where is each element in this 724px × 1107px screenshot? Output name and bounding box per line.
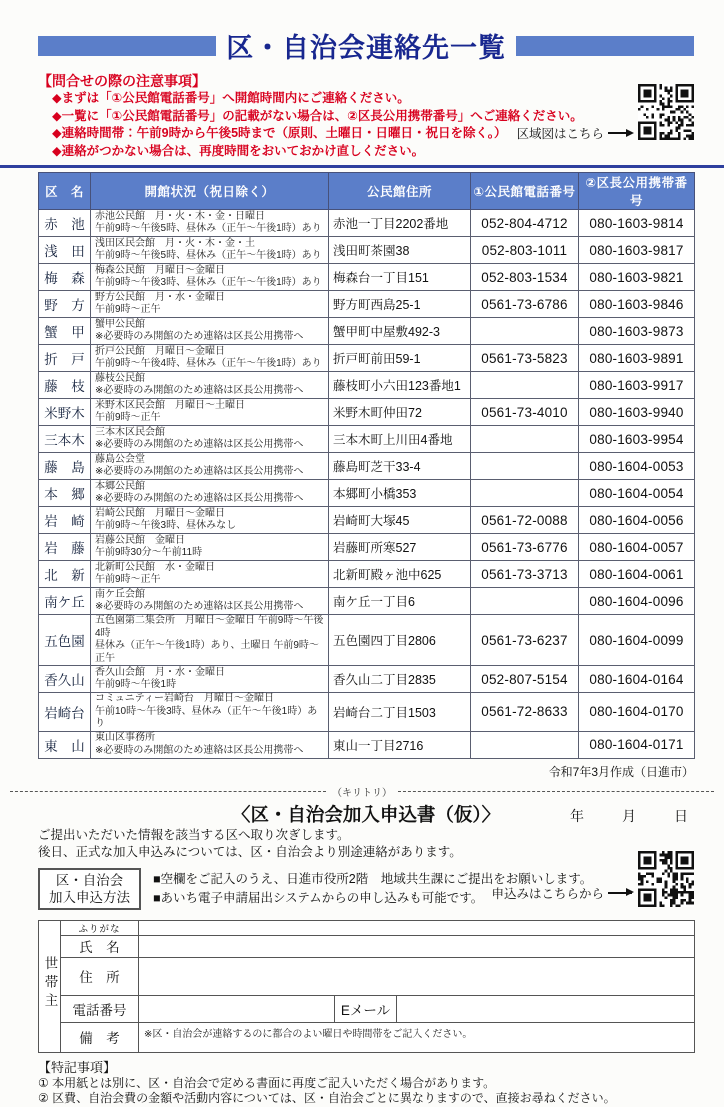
address-cell: 梅森台一丁目151 <box>329 264 471 291</box>
district-name-cell: 南ケ丘 <box>39 588 91 615</box>
phone-cell: 0561-73-5823 <box>471 345 579 372</box>
cut-label: （キリトリ） <box>332 787 392 799</box>
district-name-cell: 五色園 <box>39 615 91 666</box>
district-name-cell: 岩崎台 <box>39 693 91 732</box>
open-status-cell: 五色園第二集会所 月曜日～金曜日 午前9時～午後4時 昼休み（正午～午後1時）あり、土曜日 午前9時～正午 <box>91 615 329 666</box>
mobile-cell: 080-1604-0096 <box>579 588 695 615</box>
mobile-cell: 080-1603-9873 <box>579 318 695 345</box>
district-name-cell: 東 山 <box>39 731 91 758</box>
special-notes-title: 【特記事項】 <box>38 1059 117 1075</box>
method-box <box>38 868 141 910</box>
mobile-cell: 080-1604-0053 <box>579 453 695 480</box>
arrow-right-icon <box>608 132 632 134</box>
col-header-district: 区 名 <box>39 173 91 210</box>
mobile-cell: 080-1603-9954 <box>579 426 695 453</box>
title-bar-right <box>516 36 694 56</box>
address-cell: 本郷町小橋353 <box>329 480 471 507</box>
arrow-right-icon <box>608 892 632 894</box>
col-header-open-status: 開館状況（祝日除く） <box>91 173 329 210</box>
phone-cell: 0561-73-6786 <box>471 291 579 318</box>
phone-cell <box>471 588 579 615</box>
notice-item: ◆連絡がつかない場合は、再度時間をおいておかけ直しください。 <box>52 143 425 158</box>
phone-cell: 0561-73-6776 <box>471 534 579 561</box>
address-cell: 米野木町仲田72 <box>329 399 471 426</box>
phone-cell: 0561-73-6237 <box>471 615 579 666</box>
open-status-cell: 梅森公民館 月曜日～金曜日 午前9時～午後3時、昼休み（正午～午後1時）あり <box>91 264 329 291</box>
phone-cell <box>471 372 579 399</box>
open-status-cell: 藤枝公民館 ※必要時のみ開館のため連絡は区長公用携帯へ <box>91 372 329 399</box>
address-cell: 三本木町上川田4番地 <box>329 426 471 453</box>
open-status-cell: 南ケ丘会館 ※必要時のみ開館のため連絡は区長公用携帯へ <box>91 588 329 615</box>
table-row <box>39 615 695 666</box>
mobile-cell: 080-1604-0164 <box>579 666 695 693</box>
table-row <box>39 426 695 453</box>
method-box-line2: 加入申込方法 <box>49 889 130 905</box>
phone-cell <box>471 731 579 758</box>
open-status-cell: 折戸公民館 月曜日～金曜日 午前9時～午後4時、昼休み（正午～午後1時）あり <box>91 345 329 372</box>
householder-label-cell <box>39 920 61 1052</box>
district-name-cell: 蟹 甲 <box>39 318 91 345</box>
address-cell: 五色園四丁目2806 <box>329 615 471 666</box>
phone-cell: 0561-73-3713 <box>471 561 579 588</box>
phone-cell: 0561-72-0088 <box>471 507 579 534</box>
phone-cell: 052-803-1534 <box>471 264 579 291</box>
remarks-label-cell: 備 考 <box>61 1022 139 1052</box>
form-intro-line: 後日、正式な加入申込みについては、区・自治会より別途連絡があります。 <box>38 844 462 859</box>
table-row <box>39 291 695 318</box>
address-cell: 野方町西島25-1 <box>329 291 471 318</box>
open-status-cell: 香久山会館 月・水・金曜日 午前9時～午後1時 <box>91 666 329 693</box>
name-input-cell <box>139 935 695 957</box>
mobile-cell: 080-1604-0054 <box>579 480 695 507</box>
address-cell: 岩崎町大塚45 <box>329 507 471 534</box>
address-row <box>39 957 695 995</box>
phone-label-cell: 電話番号 <box>61 995 139 1022</box>
made-date-note: 令和7年3月作成（日進市） <box>548 764 694 779</box>
mobile-cell: 080-1603-9814 <box>579 210 695 237</box>
date-unit-day: 日 <box>674 807 688 824</box>
apply-qr-caption <box>491 884 632 902</box>
form-intro-line: ご提出いただいた情報を該当する区へ取り次ぎします。 <box>38 827 350 842</box>
table-row <box>39 372 695 399</box>
date-unit-year: 年 <box>570 807 584 824</box>
mobile-cell: 080-1603-9846 <box>579 291 695 318</box>
method-item: ■空欄をご記入のうえ、日進市役所2階 地域共生課にご提出をお願いします。 <box>153 871 593 886</box>
area-map-qr-code <box>638 84 694 140</box>
phone-cell: 052-804-4712 <box>471 210 579 237</box>
cut-line <box>10 784 714 799</box>
notice-section <box>38 72 694 160</box>
date-unit-month: 月 <box>622 807 636 824</box>
notice-item: ◆一覧に「①公民館電話番号」の記載がない場合は、②区長公用携帯番号」へご連絡ください。 <box>52 108 583 123</box>
district-name-cell: 岩 藤 <box>39 534 91 561</box>
table-row <box>39 731 695 758</box>
address-cell: 岩崎台二丁目1503 <box>329 693 471 732</box>
address-cell: 折戸町前田59-1 <box>329 345 471 372</box>
table-row <box>39 561 695 588</box>
qr-caption-text: 区域図はこちら <box>516 127 604 141</box>
mobile-cell: 080-1603-9917 <box>579 372 695 399</box>
mobile-cell: 080-1604-0099 <box>579 615 695 666</box>
form-title: 〈区・自治会加入申込書（仮）〉 <box>231 803 501 825</box>
notice-item: ◆まずは「①公民館電話番号」へ開館時間内にご連絡ください。 <box>52 91 410 105</box>
col-header-phone: ①公民館電話番号 <box>471 173 579 210</box>
open-status-cell: 米野木区民会館 月曜日～土曜日 午前9時～正午 <box>91 399 329 426</box>
address-cell: 北新町殿ヶ池中625 <box>329 561 471 588</box>
open-status-cell: 本郷公民館 ※必要時のみ開館のため連絡は区長公用携帯へ <box>91 480 329 507</box>
date-fields <box>570 806 688 826</box>
qr-caption-text: 申込みはこちらから <box>491 886 604 901</box>
district-name-cell: 岩 崎 <box>39 507 91 534</box>
table-row <box>39 480 695 507</box>
table-row <box>39 345 695 372</box>
qr-code-icon <box>638 851 694 907</box>
table-row <box>39 399 695 426</box>
application-form-table <box>38 920 695 1053</box>
mobile-cell: 080-1603-9940 <box>579 399 695 426</box>
open-status-cell: 赤池公民館 月・火・木・金・日曜日 午前9時～午後5時、昼休み（正午～午後1時）あり <box>91 210 329 237</box>
mobile-cell: 080-1604-0061 <box>579 561 695 588</box>
phone-cell <box>471 426 579 453</box>
district-name-cell: 米野木 <box>39 399 91 426</box>
phone-row <box>39 995 695 1022</box>
qr-code-icon <box>638 84 694 140</box>
title-bar-left <box>38 36 216 56</box>
table-row <box>39 453 695 480</box>
phone-cell: 052-807-5154 <box>471 666 579 693</box>
table-header-row <box>39 173 695 210</box>
mobile-cell: 080-1603-9891 <box>579 345 695 372</box>
district-name-cell: 梅 森 <box>39 264 91 291</box>
district-name-cell: 赤 池 <box>39 210 91 237</box>
householder-label: 世帯主 <box>42 955 58 1012</box>
table-row <box>39 318 695 345</box>
method-item: ■あいち電子申請届出システムからの申し込みも可能です。 <box>153 890 484 905</box>
apply-qr-code <box>638 851 694 907</box>
phone-cell: 052-803-1011 <box>471 237 579 264</box>
district-name-cell: 折 戸 <box>39 345 91 372</box>
address-label-cell: 住 所 <box>61 957 139 995</box>
district-name-cell: 本 郷 <box>39 480 91 507</box>
district-name-cell: 三本木 <box>39 426 91 453</box>
notice-title: 【問合せの際の注意事項】 <box>38 73 206 89</box>
cut-dash-left <box>10 791 326 792</box>
open-status-cell: 野方公民館 月・水・金曜日 午前9時～正午 <box>91 291 329 318</box>
furigana-label-cell: ふりがな <box>61 920 139 935</box>
notice-item: ◆連絡時間帯：午前9時から午後5時まで（原則、土曜日・日曜日・祝日を除く。） <box>52 126 507 140</box>
district-name-cell: 香久山 <box>39 666 91 693</box>
cut-dash-right <box>398 791 714 792</box>
form-title-row <box>38 801 694 827</box>
address-cell: 南ケ丘一丁目6 <box>329 588 471 615</box>
mobile-cell: 080-1603-9817 <box>579 237 695 264</box>
phone-cell <box>471 318 579 345</box>
district-name-cell: 野 方 <box>39 291 91 318</box>
district-contact-table <box>38 172 695 759</box>
name-label-cell: 氏 名 <box>61 935 139 957</box>
district-name-cell: 浅 田 <box>39 237 91 264</box>
open-status-cell: コミュニティー岩崎台 月曜日～金曜日 午前10時～午後3時、昼休み（正午～午後1時）あり <box>91 693 329 732</box>
district-table-body <box>39 210 695 759</box>
address-cell: 東山一丁目2716 <box>329 731 471 758</box>
phone-cell: 0561-73-4010 <box>471 399 579 426</box>
remarks-row <box>39 1022 695 1052</box>
phone-cell <box>471 480 579 507</box>
address-cell: 藤枝町小六田123番地1 <box>329 372 471 399</box>
table-row <box>39 534 695 561</box>
open-status-cell: 藤島公会堂 ※必要時のみ開館のため連絡は区長公用携帯へ <box>91 453 329 480</box>
table-row <box>39 237 695 264</box>
address-cell: 蟹甲町中屋敷492-3 <box>329 318 471 345</box>
open-status-cell: 岩藤公民館 金曜日 午前9時30分～午前11時 <box>91 534 329 561</box>
mobile-cell: 080-1604-0170 <box>579 693 695 732</box>
title-row <box>38 0 694 65</box>
mobile-cell: 080-1604-0056 <box>579 507 695 534</box>
special-note-item: ② 区費、自治会費の金額や活動内容については、区・自治会ごとに異なりますので、直接お尋ねください。 <box>38 1091 616 1105</box>
open-status-cell: 北新町公民館 水・金曜日 午前9時～正午 <box>91 561 329 588</box>
form-instructions <box>38 827 694 910</box>
address-cell: 香久山二丁目2835 <box>329 666 471 693</box>
area-map-qr-caption <box>516 124 632 142</box>
furigana-input-cell <box>139 920 695 935</box>
open-status-cell: 蟹甲公民館 ※必要時のみ開館のため連絡は区長公用携帯へ <box>91 318 329 345</box>
table-row <box>39 210 695 237</box>
district-name-cell: 藤 枝 <box>39 372 91 399</box>
col-header-address: 公民館住所 <box>329 173 471 210</box>
open-status-cell: 三本木区民会館 ※必要時のみ開館のため連絡は区長公用携帯へ <box>91 426 329 453</box>
open-status-cell: 浅田区民会館 月・火・木・金・土 午前9時～午後5時、昼休み（正午～午後1時）あり <box>91 237 329 264</box>
district-name-cell: 藤 島 <box>39 453 91 480</box>
special-note-item: ① 本用紙とは別に、区・自治会で定める書面に再度ご記入いただく場合があります。 <box>38 1075 496 1090</box>
name-row <box>39 935 695 957</box>
address-cell: 赤池一丁目2202番地 <box>329 210 471 237</box>
table-row <box>39 264 695 291</box>
method-box-line1: 区・自治会 <box>55 872 124 888</box>
district-name-cell: 北 新 <box>39 561 91 588</box>
col-header-mobile: ②区長公用携帯番号 <box>579 173 695 210</box>
table-row <box>39 507 695 534</box>
address-cell: 岩藤町所寒527 <box>329 534 471 561</box>
phone-cell: 0561-72-8633 <box>471 693 579 732</box>
address-input-cell <box>139 957 695 995</box>
blue-divider <box>0 165 724 168</box>
open-status-cell: 岩崎公民館 月曜日～金曜日 午前9時～午後3時、昼休みなし <box>91 507 329 534</box>
table-row <box>39 588 695 615</box>
address-cell: 浅田町茶園38 <box>329 237 471 264</box>
email-input-cell <box>397 995 695 1022</box>
table-row <box>39 693 695 732</box>
furigana-row <box>39 920 695 935</box>
phone-input-cell <box>139 995 335 1022</box>
open-status-cell: 東山区事務所 ※必要時のみ開館のため連絡は区長公用携帯へ <box>91 731 329 758</box>
table-row <box>39 666 695 693</box>
mobile-cell: 080-1604-0171 <box>579 731 695 758</box>
address-cell: 藤島町芝干33-4 <box>329 453 471 480</box>
phone-cell <box>471 453 579 480</box>
special-notes <box>38 1060 694 1107</box>
mobile-cell: 080-1604-0057 <box>579 534 695 561</box>
page-title: 区・自治会連絡先一覧 <box>226 33 506 63</box>
email-label-cell: Eメール <box>335 995 397 1022</box>
mobile-cell: 080-1603-9821 <box>579 264 695 291</box>
remarks-input-cell: ※区・自治会が連絡するのに都合のよい曜日や時間帯をご記入ください。 <box>139 1022 695 1052</box>
